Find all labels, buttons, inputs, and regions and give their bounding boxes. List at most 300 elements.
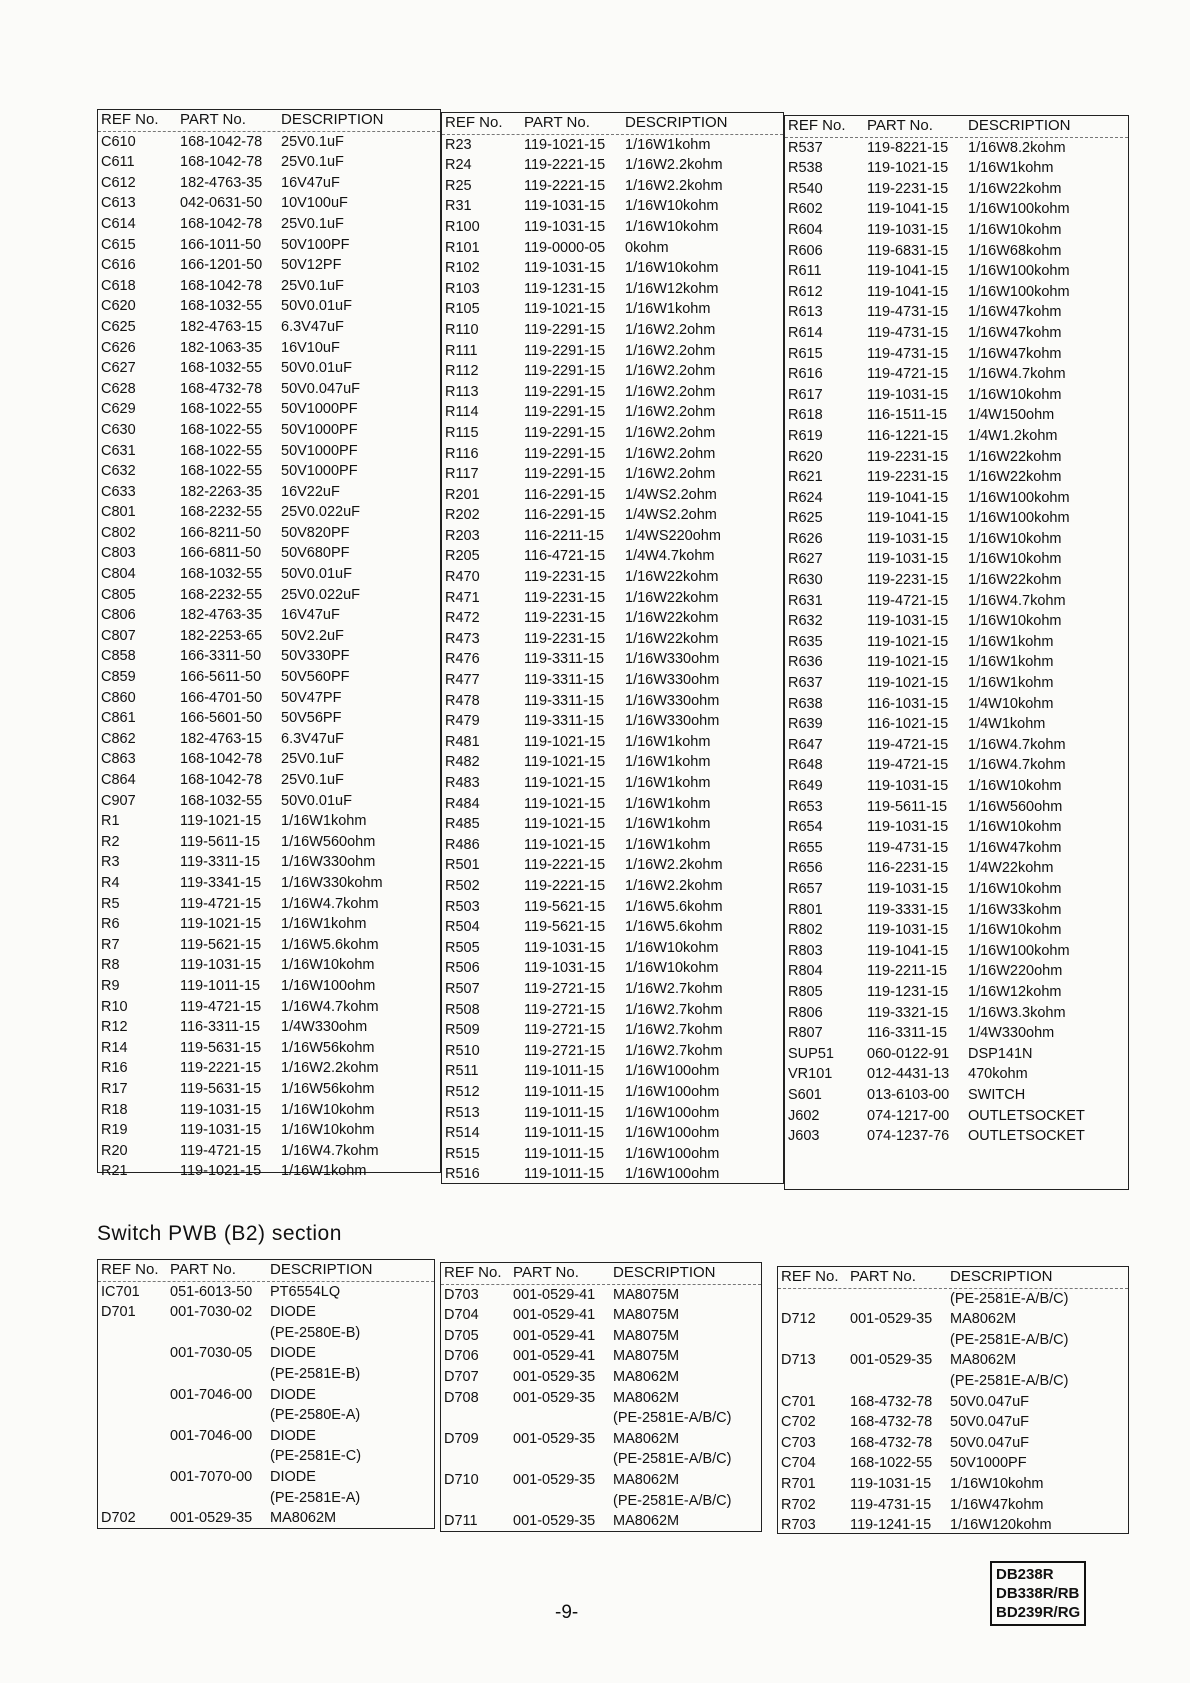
ref-no: R653 [788, 798, 823, 815]
ref-no: R504 [445, 919, 480, 936]
description: 1/16W56kohm [281, 1080, 375, 1097]
part-no: 119-2231-15 [867, 448, 949, 465]
part-no: 119-1031-15 [867, 613, 949, 630]
description: 1/16W2.2ohm [625, 404, 716, 421]
table-row [98, 1302, 434, 1323]
description: 25V0.1uF [281, 215, 344, 232]
table-row [778, 1412, 1128, 1433]
part-no: 119-1041-15 [867, 263, 949, 280]
description: 1/16W10kohm [281, 957, 375, 974]
ref-no: C631 [101, 442, 136, 459]
description: 1/16W10kohm [625, 260, 719, 277]
ref-no: C615 [101, 236, 136, 253]
table-row [98, 1038, 440, 1059]
part-no: 119-2291-15 [524, 404, 606, 421]
description: 1/16W33kohm [968, 901, 1062, 918]
description: 1/16W47kohm [950, 1496, 1044, 1513]
part-no: 166-5611-50 [180, 669, 262, 686]
ref-no: C614 [101, 215, 136, 232]
part-no: 119-0000-05 [524, 239, 606, 256]
description: 1/4WS2.2ohm [625, 486, 717, 503]
description: DIODE [270, 1345, 316, 1362]
ref-no: C701 [781, 1393, 816, 1410]
part-no: 168-1042-78 [180, 133, 263, 150]
part-no: 168-1042-78 [180, 277, 263, 294]
table-row [98, 255, 440, 276]
part-no: 168-4732-78 [850, 1393, 933, 1410]
description: 1/16W10kohm [968, 551, 1062, 568]
table-row [442, 588, 783, 609]
table-row [98, 399, 440, 420]
description: 1/16W10kohm [968, 221, 1062, 238]
table-row [785, 879, 1128, 900]
ref-no: R509 [445, 1022, 480, 1039]
description: MA8062M [613, 1513, 680, 1530]
part-no: 074-1237-76 [867, 1128, 950, 1145]
description: 1/16W100kohm [968, 263, 1070, 280]
ref-no: C611 [101, 154, 135, 171]
part-no: 119-5621-15 [524, 898, 606, 915]
part-no: 168-1022-55 [850, 1455, 933, 1472]
table-row [778, 1392, 1128, 1413]
part-no: 119-3311-15 [524, 672, 605, 689]
table-row [778, 1453, 1128, 1474]
part-no: 168-1042-78 [180, 154, 263, 171]
description: 1/4WS220ohm [625, 527, 721, 544]
part-no: 119-2231-15 [867, 180, 949, 197]
part-no: 119-1031-15 [867, 922, 949, 939]
description: 50V0.047uF [281, 380, 361, 397]
description: 1/16W100kohm [968, 201, 1070, 218]
ref-no: R111 [445, 342, 478, 359]
part-no: 119-1021-15 [524, 301, 606, 318]
description: 1/16W1kohm [625, 754, 711, 771]
ref-no: R101 [445, 239, 480, 256]
table-row [98, 976, 440, 997]
ref-no: R515 [445, 1145, 480, 1162]
table-row [442, 1144, 783, 1165]
table-row [98, 708, 440, 729]
header-ref: REF No. [101, 1261, 159, 1278]
description: 1/16W2.2ohm [625, 363, 716, 380]
table-row [785, 982, 1128, 1003]
table-row [785, 405, 1128, 426]
description: (PE-2581E-A/B/C) [613, 1410, 732, 1427]
ref-no: R620 [788, 448, 823, 465]
ref-no: J603 [788, 1128, 820, 1145]
table-row [98, 1446, 434, 1467]
description: 1/16W1kohm [625, 136, 711, 153]
table-header [98, 110, 440, 132]
description: 1/16W5.6kohm [281, 936, 379, 953]
header-part: PART No. [180, 111, 246, 128]
ref-no: R472 [445, 610, 480, 627]
ref-no: C907 [101, 792, 136, 809]
table-row [442, 444, 783, 465]
ref-no: R703 [781, 1517, 816, 1534]
table-row [98, 955, 440, 976]
description: 1/16W1kohm [281, 916, 367, 933]
table-row [442, 711, 783, 732]
table-row [442, 382, 783, 403]
table-header [778, 1267, 1128, 1289]
switch-table-col-1 [97, 1259, 435, 1529]
part-no: 119-1021-15 [867, 160, 949, 177]
part-no: 013-6103-00 [867, 1086, 950, 1103]
header-ref: REF No. [101, 111, 159, 128]
part-no: 116-2231-15 [867, 860, 949, 877]
part-no: 119-1021-15 [180, 813, 262, 830]
part-no: 119-4731-15 [867, 839, 949, 856]
table-row [785, 158, 1128, 179]
part-no: 119-1041-15 [867, 201, 949, 218]
ref-no: R205 [445, 548, 480, 565]
part-no: 182-2253-65 [180, 627, 263, 644]
table-row [442, 402, 783, 423]
description: 1/16W10kohm [968, 819, 1062, 836]
part-no: 119-2231-15 [524, 610, 606, 627]
table-row [442, 773, 783, 794]
table-row [98, 1426, 434, 1447]
description: 1/16W4.7kohm [968, 757, 1066, 774]
table-row [98, 1282, 434, 1303]
part-no: 119-2291-15 [524, 383, 606, 400]
part-no: 182-1063-35 [180, 339, 263, 356]
ref-no: R617 [788, 386, 823, 403]
table-row [785, 632, 1128, 653]
ref-no: R482 [445, 754, 480, 771]
ref-no: R473 [445, 630, 480, 647]
ref-no: R23 [445, 136, 472, 153]
switch-table-col-3 [777, 1266, 1129, 1534]
description: 1/16W68kohm [968, 242, 1062, 259]
description: 1/4WS2.2ohm [625, 507, 717, 524]
table-row [785, 364, 1128, 385]
table-row [98, 1161, 440, 1182]
part-no: 119-1011-15 [524, 1166, 605, 1183]
description: 1/16W10kohm [281, 1122, 375, 1139]
part-no: 166-8211-50 [180, 524, 262, 541]
table-row [98, 1058, 440, 1079]
switch-table-col-2 [440, 1262, 762, 1532]
table-row [785, 1064, 1128, 1085]
ref-no: R639 [788, 716, 823, 733]
description: 1/16W22kohm [968, 469, 1062, 486]
ref-no: R508 [445, 1001, 480, 1018]
table-row [98, 914, 440, 935]
table-row [441, 1511, 761, 1532]
description: 1/16W100ohm [625, 1104, 720, 1121]
part-no: 119-2291-15 [524, 445, 606, 462]
description: 1/16W10kohm [281, 1101, 375, 1118]
header-part: PART No. [513, 1264, 579, 1281]
description: 1/16W4.7kohm [968, 366, 1066, 383]
ref-no: R31 [445, 198, 472, 215]
ref-no: R648 [788, 757, 823, 774]
ref-no: R803 [788, 942, 823, 959]
part-no: 119-2231-15 [867, 469, 949, 486]
part-no: 001-0529-35 [513, 1471, 596, 1488]
description: 25V0.1uF [281, 154, 344, 171]
part-no: 119-1021-15 [524, 795, 606, 812]
description: 1/16W10kohm [968, 922, 1062, 939]
part-no: 166-3311-50 [180, 648, 262, 665]
header-ref: REF No. [444, 1264, 502, 1281]
ref-no: R806 [788, 1004, 823, 1021]
table-header [442, 113, 783, 135]
description: 1/16W22kohm [968, 572, 1062, 589]
ref-no: R632 [788, 613, 823, 630]
ref-no: R631 [788, 592, 823, 609]
ref-no: D713 [781, 1352, 816, 1369]
ref-no: C703 [781, 1434, 816, 1451]
part-no: 012-4431-13 [867, 1066, 950, 1083]
model-number: BD239R/RG [996, 1604, 1081, 1621]
part-no: 119-1021-15 [524, 775, 606, 791]
table-row [98, 832, 440, 853]
ref-no: D705 [444, 1327, 479, 1344]
description: 1/16W1kohm [625, 301, 711, 318]
ref-no: R503 [445, 898, 480, 915]
ref-no: C625 [101, 318, 136, 335]
table-row [785, 1085, 1128, 1106]
description: 25V0.1uF [281, 772, 344, 788]
ref-no: R604 [788, 221, 823, 238]
part-no: 119-1031-15 [867, 778, 949, 794]
ref-no: R2 [101, 833, 120, 850]
part-no: 119-2231-15 [524, 630, 606, 647]
part-no: 119-1021-15 [524, 754, 606, 771]
table-row [442, 546, 783, 567]
part-no: 119-2291-15 [524, 363, 606, 380]
description: 50V0.01uF [281, 792, 352, 809]
table-row [442, 1000, 783, 1021]
table-row [442, 917, 783, 938]
description: (PE-2581E-A/B/C) [950, 1290, 1069, 1307]
ref-no: R12 [101, 1019, 128, 1036]
ref-no: D702 [101, 1510, 136, 1527]
description: 1/16W22kohm [625, 610, 719, 627]
part-no: 168-1042-78 [180, 751, 263, 768]
part-no: 119-1021-15 [524, 836, 606, 853]
ref-no: R513 [445, 1104, 480, 1121]
ref-no: C626 [101, 339, 136, 356]
table-row [98, 1508, 434, 1529]
ref-no: R612 [788, 283, 823, 300]
description: 1/16W10kohm [968, 613, 1062, 630]
model-number: DB338R/RB [996, 1585, 1080, 1602]
description: 1/16W4.7kohm [281, 895, 379, 912]
ref-no: C861 [101, 710, 136, 727]
description: MA8075M [613, 1327, 680, 1344]
part-no: 119-1031-15 [867, 386, 949, 403]
description: 1/16W330ohm [625, 692, 720, 709]
ref-no: C863 [101, 751, 136, 768]
part-no: 116-1511-15 [867, 407, 948, 424]
ref-no: R481 [445, 733, 480, 750]
ref-no: R103 [445, 280, 480, 297]
ref-no: R701 [781, 1475, 816, 1492]
table-row [442, 299, 783, 320]
table-row [441, 1449, 761, 1470]
description: PT6554LQ [270, 1283, 341, 1300]
description: 1/16W47kohm [968, 304, 1062, 321]
ref-no: R20 [101, 1142, 128, 1159]
table-row [442, 526, 783, 547]
table-row [442, 505, 783, 526]
ref-no: C806 [101, 607, 136, 624]
table-row [778, 1495, 1128, 1516]
table-row [98, 605, 440, 626]
part-no: 119-1031-15 [867, 221, 949, 238]
ref-no: C629 [101, 401, 136, 418]
table-row [785, 652, 1128, 673]
table-row [98, 667, 440, 688]
part-no: 119-4731-15 [867, 345, 949, 362]
table-row [98, 338, 440, 359]
ref-no: R18 [101, 1101, 128, 1118]
description: 1/16W47kohm [968, 324, 1062, 341]
description: 25V0.1uF [281, 133, 344, 150]
description: 1/16W4.7kohm [968, 592, 1066, 609]
ref-no: D701 [101, 1304, 136, 1321]
part-no: 182-4763-15 [180, 730, 263, 747]
description: 1/4W1kohm [968, 716, 1046, 733]
part-no: 001-7070-00 [170, 1468, 253, 1485]
table-row [442, 279, 783, 300]
description: 1/16W100kohm [968, 942, 1070, 959]
part-no: 119-1041-15 [867, 510, 949, 527]
description: MA8062M [613, 1368, 680, 1385]
table-row [98, 420, 440, 441]
table-row [98, 811, 440, 832]
description: 1/16W100kohm [968, 283, 1070, 300]
table-row [785, 1003, 1128, 1024]
table-row [98, 935, 440, 956]
part-no: 116-1031-15 [867, 695, 949, 712]
ref-no: R501 [445, 857, 480, 874]
part-no: 001-0529-35 [513, 1389, 596, 1406]
part-no: 168-4732-78 [850, 1434, 933, 1451]
part-no: 166-6811-50 [180, 545, 262, 562]
part-no: 119-2221-15 [524, 157, 606, 174]
ref-no: C632 [101, 463, 136, 480]
ref-no: R602 [788, 201, 823, 218]
description: 1/16W2.2ohm [625, 466, 716, 483]
description: 50V820PF [281, 524, 350, 541]
part-no: 119-1031-15 [524, 218, 606, 235]
description: 50V47PF [281, 689, 342, 706]
ref-no: R8 [101, 957, 120, 974]
table-row [785, 1044, 1128, 1065]
description: (PE-2581E-C) [270, 1448, 362, 1465]
table-row [785, 323, 1128, 344]
part-no: 119-2221-15 [180, 1060, 262, 1077]
description: 1/4W150ohm [968, 407, 1055, 424]
part-no: 166-4701-50 [180, 689, 263, 706]
part-no: 119-4731-15 [867, 304, 949, 321]
ref-no: C859 [101, 669, 136, 686]
ref-no: D712 [781, 1311, 816, 1328]
table-row [442, 855, 783, 876]
ref-no: R802 [788, 922, 823, 939]
table-row [785, 529, 1128, 550]
description: 10V100uF [281, 195, 348, 212]
table-row [442, 1123, 783, 1144]
page-number: -9- [555, 1602, 579, 1623]
ref-no: C805 [101, 586, 136, 603]
ref-no: D708 [444, 1389, 479, 1406]
table-row [98, 1323, 434, 1344]
description: 1/16W2.7kohm [625, 1001, 723, 1018]
description: 16V47uF [281, 607, 340, 624]
part-no: 119-2221-15 [524, 877, 606, 894]
table-row [442, 217, 783, 238]
description: MA8062M [270, 1510, 337, 1527]
table-row [441, 1388, 761, 1409]
part-no: 001-7046-00 [170, 1386, 253, 1403]
part-no: 119-1231-15 [524, 280, 606, 297]
description: 1/16W2.2ohm [625, 342, 716, 359]
description: 1/16W330ohm [625, 713, 720, 730]
table-row [785, 776, 1128, 797]
table-row [785, 241, 1128, 262]
table-row [98, 502, 440, 523]
table-row [778, 1433, 1128, 1454]
table-row [442, 1061, 783, 1082]
part-no: 119-4721-15 [867, 366, 949, 383]
description: 50V1000PF [281, 442, 358, 459]
table-row [442, 464, 783, 485]
description: 1/16W22kohm [968, 448, 1062, 465]
ref-no: R647 [788, 736, 823, 753]
ref-no: C860 [101, 689, 136, 706]
ref-no: C628 [101, 380, 136, 397]
part-no: 116-2291-15 [524, 486, 606, 503]
ref-no: R24 [445, 157, 472, 174]
part-no: 182-4763-15 [180, 318, 263, 335]
description: 50V1000PF [950, 1455, 1027, 1472]
ref-no: C616 [101, 257, 136, 274]
description: 1/16W1kohm [281, 813, 367, 830]
description: DSP141N [968, 1045, 1033, 1062]
part-no: 119-3311-15 [524, 692, 605, 709]
table-row [785, 591, 1128, 612]
ref-no: C804 [101, 566, 136, 583]
ref-no: R657 [788, 880, 823, 897]
ref-no: R1 [101, 813, 120, 830]
part-no: 119-5631-15 [180, 1039, 262, 1056]
table-row [441, 1285, 761, 1306]
ref-no: R614 [788, 324, 823, 341]
table-row [785, 302, 1128, 323]
part-no: 168-4732-78 [180, 380, 263, 397]
part-no: 168-1042-78 [180, 772, 263, 788]
table-row [778, 1330, 1128, 1351]
part-no: 001-0529-41 [513, 1286, 596, 1303]
description: 1/16W2.2ohm [625, 445, 716, 462]
part-no: 001-0529-35 [170, 1510, 253, 1527]
table-row [98, 1405, 434, 1426]
description: 1/16W1kohm [625, 836, 711, 853]
description: (PE-2580E-A) [270, 1407, 361, 1424]
table-row [442, 897, 783, 918]
ref-no: R113 [445, 383, 479, 400]
description: 50V330PF [281, 648, 350, 665]
ref-no: R201 [445, 486, 480, 503]
table-row [785, 570, 1128, 591]
part-no: 116-1221-15 [867, 427, 949, 444]
